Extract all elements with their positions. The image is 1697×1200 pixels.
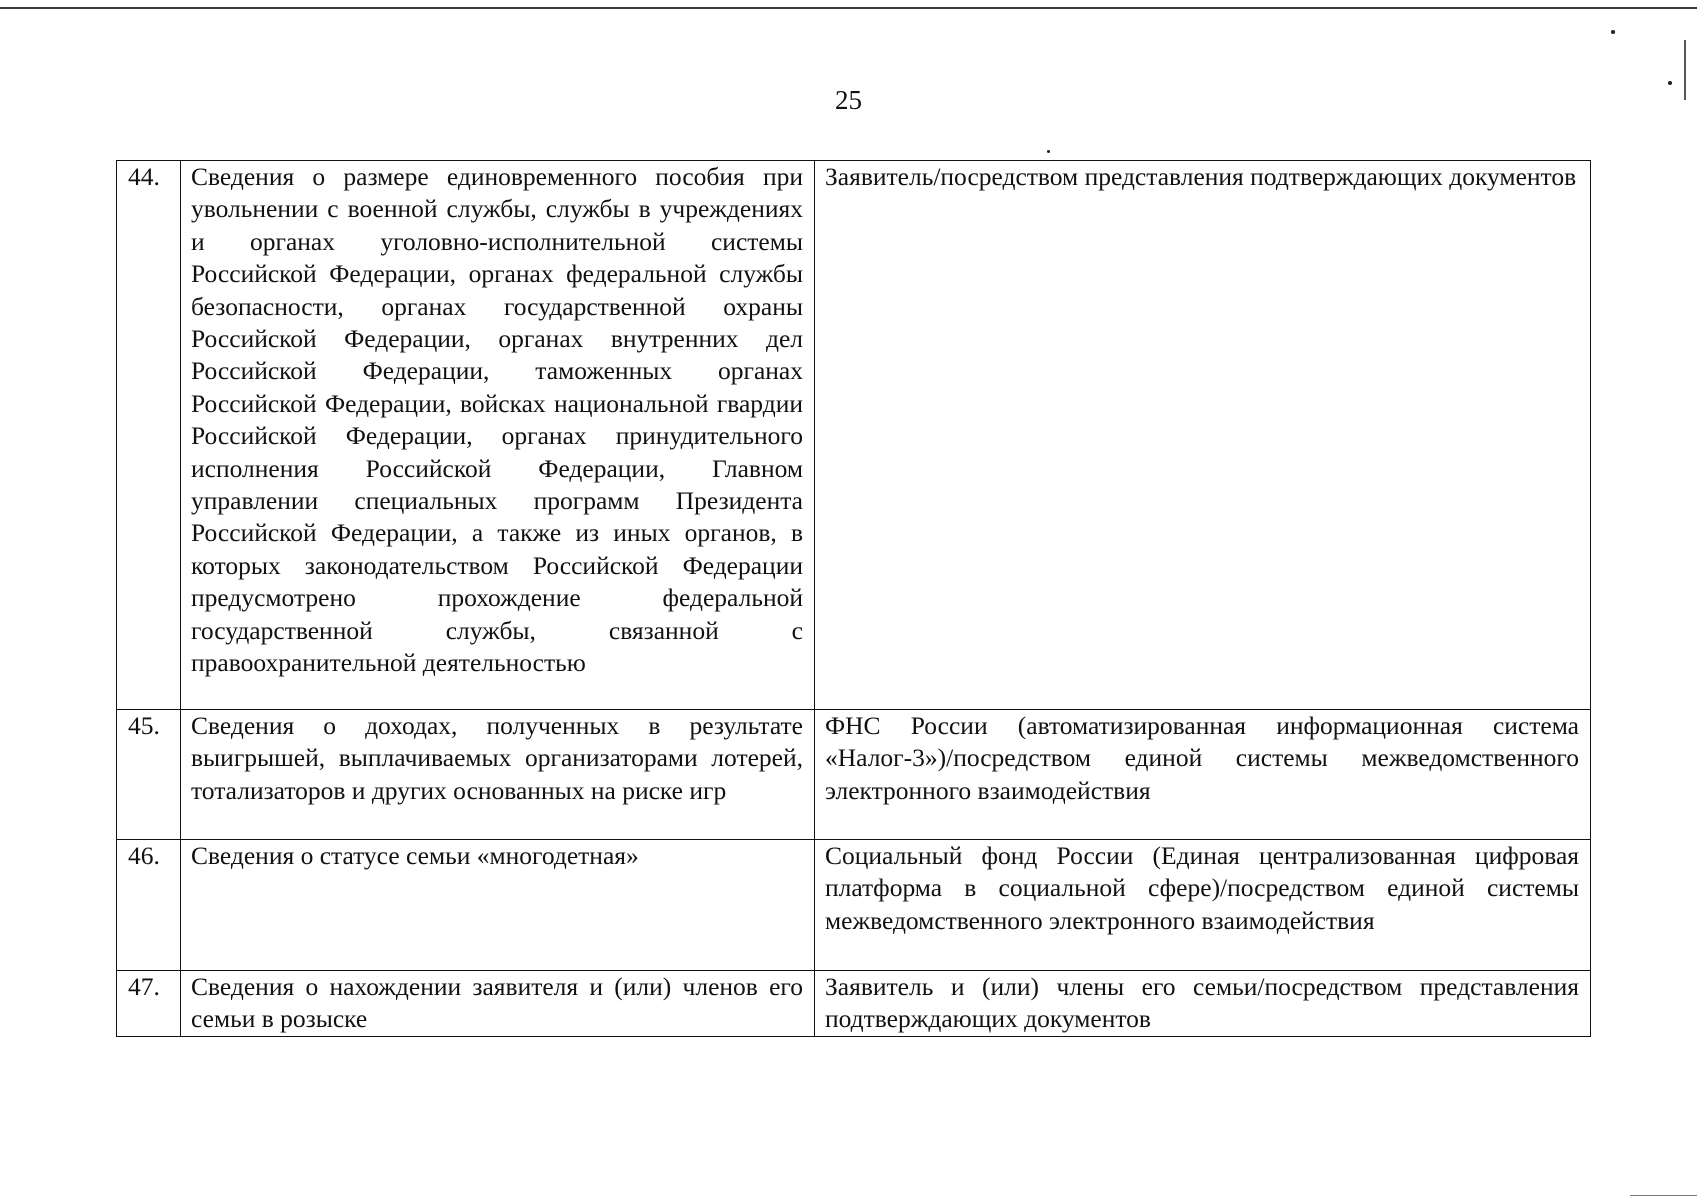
row-number: 45. <box>117 710 181 840</box>
table-row <box>117 971 1591 1037</box>
row-source: Заявитель/посредством представления подтверждающих документов <box>815 161 1591 710</box>
row-description: Сведения о статусе семьи «многодетная» <box>181 840 815 971</box>
row-source: ФНС России (автоматизированная информационная система «Налог-3»)/посредством единой системы межведомственного электронного взаимодействия <box>815 710 1591 840</box>
row-number: 44. <box>117 161 181 710</box>
table-row <box>117 161 1591 710</box>
scan-speck <box>1047 150 1050 153</box>
scan-speck <box>1611 30 1615 34</box>
scan-edge-bottom <box>1630 1195 1697 1196</box>
row-source: Заявитель и (или) члены его семьи/посредством представления подтверждающих документов <box>815 971 1591 1037</box>
row-source: Социальный фонд России (Единая централизованная цифровая платформа в социальной сфере)/посредством единой системы межведомственного электронного взаимодействия <box>815 840 1591 971</box>
scan-edge-top <box>0 7 1697 9</box>
table-row <box>117 710 1591 840</box>
documents-table <box>116 160 1591 1037</box>
row-description: Сведения о размере единовременного пособия при увольнении с военной службы, службы в учреждениях и органах уголовно-исполнительной системы Российской Федерации, органах федеральной службы безопасности, органах государственной охраны Российской Федерации, органах внутренних дел Российской Федерации, таможенных органах Российской Федерации, войсках национальной гвардии Российской Федерации, органах принудительного исполнения Российской Федерации, Главном управлении специальных программ Президента Российской Федерации, а также из иных органов, в которых законодательством Российской Федерации предусмотрено прохождение федеральной государственной службы, связанной с правоохранительной деятельностью <box>181 161 815 710</box>
row-number: 47. <box>117 971 181 1037</box>
row-number: 46. <box>117 840 181 971</box>
row-description: Сведения о нахождении заявителя и (или) членов его семьи в розыске <box>181 971 815 1037</box>
row-description: Сведения о доходах, полученных в результате выигрышей, выплачиваемых организаторами лотерей, тотализаторов и других основанных на риске игр <box>181 710 815 840</box>
page-number: 25 <box>835 85 862 115</box>
table-row <box>117 840 1591 971</box>
